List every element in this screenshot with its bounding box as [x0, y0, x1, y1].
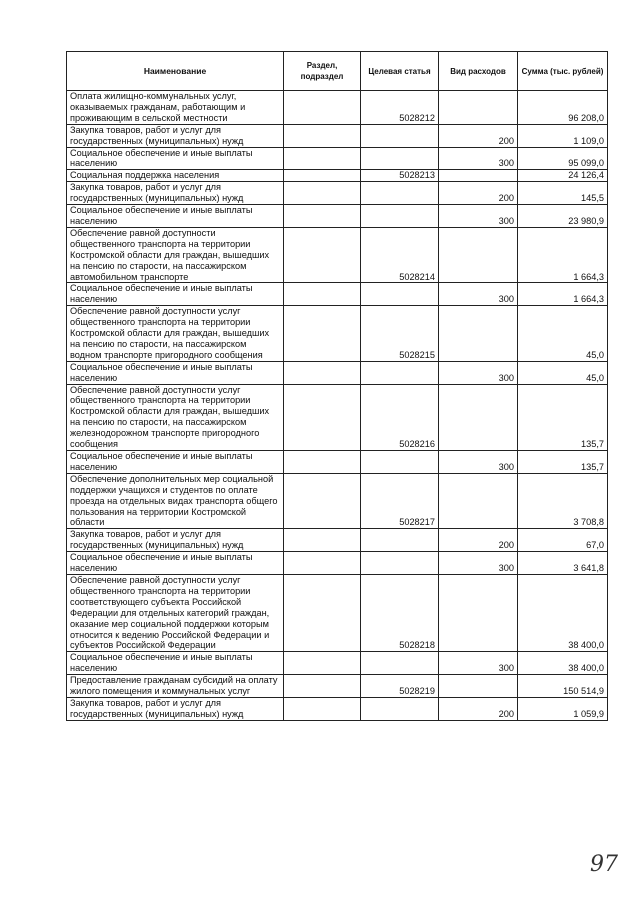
table-row [67, 361, 608, 384]
cell-article [361, 552, 439, 575]
cell-section [284, 170, 361, 182]
cell-expense-type [439, 675, 518, 698]
cell-article: 5028218 [361, 574, 439, 651]
table-header [67, 52, 608, 91]
cell-section [284, 147, 361, 170]
table-row [67, 306, 608, 362]
table-row [67, 384, 608, 450]
cell-section [284, 529, 361, 552]
cell-name: Социальное обеспечение и иные выплаты населению [67, 361, 284, 384]
table-row [67, 451, 608, 474]
cell-name: Социальное обеспечение и иные выплаты населению [67, 451, 284, 474]
cell-expense-type: 300 [439, 552, 518, 575]
cell-article [361, 451, 439, 474]
cell-article: 5028217 [361, 473, 439, 529]
cell-article [361, 283, 439, 306]
cell-section [284, 124, 361, 147]
cell-amount: 3 708,8 [518, 473, 608, 529]
cell-section [284, 384, 361, 450]
header-article: Целевая статья [361, 52, 439, 91]
cell-expense-type: 200 [439, 182, 518, 205]
cell-amount: 38 400,0 [518, 574, 608, 651]
cell-expense-type: 200 [439, 124, 518, 147]
cell-section [284, 91, 361, 125]
cell-article [361, 205, 439, 228]
table-row [67, 124, 608, 147]
cell-expense-type [439, 574, 518, 651]
cell-amount: 3 641,8 [518, 552, 608, 575]
cell-expense-type: 300 [439, 205, 518, 228]
cell-article: 5028212 [361, 91, 439, 125]
cell-name: Обеспечение равной доступности услуг общественного транспорта на территории Костромской области для граждан, вышедших на пенсию по старости, на пассажирском водном транспорте пригородного сообщения [67, 306, 284, 362]
table-row [67, 697, 608, 720]
cell-section [284, 552, 361, 575]
page-number: 97 [590, 852, 618, 877]
cell-amount: 1 059,9 [518, 697, 608, 720]
table-row [67, 227, 608, 283]
cell-section [284, 675, 361, 698]
cell-section [284, 182, 361, 205]
cell-name: Социальное обеспечение и иные выплаты населению [67, 552, 284, 575]
cell-section [284, 652, 361, 675]
table-row [67, 182, 608, 205]
cell-amount: 135,7 [518, 384, 608, 450]
cell-expense-type [439, 170, 518, 182]
cell-expense-type: 300 [439, 283, 518, 306]
cell-expense-type: 300 [439, 451, 518, 474]
cell-article [361, 529, 439, 552]
cell-amount: 23 980,9 [518, 205, 608, 228]
cell-expense-type [439, 384, 518, 450]
table-row [67, 170, 608, 182]
cell-amount: 96 208,0 [518, 91, 608, 125]
cell-name: Социальная поддержка населения [67, 170, 284, 182]
cell-name: Обеспечение равной доступности услуг общественного транспорта на территории соответствующего субъекта Российской Федерации для отдельных категорий граждан, оказание мер социальной поддержки которым относится к ведению Российской Федерации и субъектов Российской Федерации [67, 574, 284, 651]
budget-table [66, 51, 608, 721]
cell-name: Обеспечение равной доступности услуг общественного транспорта на территории Костромской области для граждан, вышедших на пенсию по старости, на пассажирском железнодорожном транспорте пригородного сообщения [67, 384, 284, 450]
table-row [67, 283, 608, 306]
cell-section [284, 205, 361, 228]
cell-article [361, 652, 439, 675]
cell-name: Закупка товаров, работ и услуг для государственных (муниципальных) нужд [67, 124, 284, 147]
cell-name: Социальное обеспечение и иные выплаты населению [67, 283, 284, 306]
table-row [67, 675, 608, 698]
cell-expense-type: 300 [439, 652, 518, 675]
cell-amount: 145,5 [518, 182, 608, 205]
header-amount: Сумма (тыс. рублей) [518, 52, 608, 91]
cell-section [284, 574, 361, 651]
cell-name: Закупка товаров, работ и услуг для государственных (муниципальных) нужд [67, 529, 284, 552]
cell-name: Социальное обеспечение и иные выплаты населению [67, 205, 284, 228]
table-row [67, 652, 608, 675]
cell-section [284, 227, 361, 283]
cell-expense-type [439, 91, 518, 125]
cell-article: 5028216 [361, 384, 439, 450]
header-row [67, 52, 608, 91]
cell-article: 5028215 [361, 306, 439, 362]
cell-expense-type: 300 [439, 147, 518, 170]
cell-article: 5028214 [361, 227, 439, 283]
table-row [67, 574, 608, 651]
table-row [67, 473, 608, 529]
cell-expense-type: 300 [439, 361, 518, 384]
cell-expense-type [439, 306, 518, 362]
cell-article [361, 147, 439, 170]
cell-amount: 1 109,0 [518, 124, 608, 147]
cell-article [361, 361, 439, 384]
table-body [67, 91, 608, 721]
cell-article [361, 124, 439, 147]
cell-amount: 45,0 [518, 306, 608, 362]
table-row [67, 205, 608, 228]
cell-article [361, 697, 439, 720]
cell-name: Обеспечение равной доступности общественного транспорта на территории Костромской области для граждан, вышедших на пенсию по старости, на пассажирском автомобильном транспорте [67, 227, 284, 283]
header-name: Наименование [67, 52, 284, 91]
header-expense-type: Вид расходов [439, 52, 518, 91]
cell-expense-type [439, 473, 518, 529]
cell-name: Закупка товаров, работ и услуг для государственных (муниципальных) нужд [67, 182, 284, 205]
table-row [67, 529, 608, 552]
cell-section [284, 361, 361, 384]
cell-article: 5028219 [361, 675, 439, 698]
cell-expense-type: 200 [439, 697, 518, 720]
cell-name: Предоставление гражданам субсидий на оплату жилого помещения и коммунальных услуг [67, 675, 284, 698]
cell-amount: 45,0 [518, 361, 608, 384]
cell-name: Обеспечение дополнительных мер социальной поддержки учащихся и студентов по оплате проезда на отдельных видах транспорта общего пользования на территории Костромской области [67, 473, 284, 529]
cell-expense-type [439, 227, 518, 283]
cell-section [284, 697, 361, 720]
header-section: Раздел, подраздел [284, 52, 361, 91]
cell-name: Социальное обеспечение и иные выплаты населению [67, 652, 284, 675]
cell-amount: 1 664,3 [518, 283, 608, 306]
cell-section [284, 473, 361, 529]
cell-amount: 135,7 [518, 451, 608, 474]
table-row [67, 91, 608, 125]
cell-amount: 24 126,4 [518, 170, 608, 182]
cell-amount: 38 400,0 [518, 652, 608, 675]
cell-expense-type: 200 [439, 529, 518, 552]
cell-amount: 1 664,3 [518, 227, 608, 283]
cell-section [284, 451, 361, 474]
cell-amount: 95 099,0 [518, 147, 608, 170]
cell-article: 5028213 [361, 170, 439, 182]
cell-name: Закупка товаров, работ и услуг для государственных (муниципальных) нужд [67, 697, 284, 720]
cell-article [361, 182, 439, 205]
cell-name: Социальное обеспечение и иные выплаты населению [67, 147, 284, 170]
table-row [67, 552, 608, 575]
cell-section [284, 306, 361, 362]
cell-section [284, 283, 361, 306]
cell-name: Оплата жилищно-коммунальных услуг, оказываемых гражданам, работающим и проживающим в сельской местности [67, 91, 284, 125]
cell-amount: 150 514,9 [518, 675, 608, 698]
cell-amount: 67,0 [518, 529, 608, 552]
table-row [67, 147, 608, 170]
